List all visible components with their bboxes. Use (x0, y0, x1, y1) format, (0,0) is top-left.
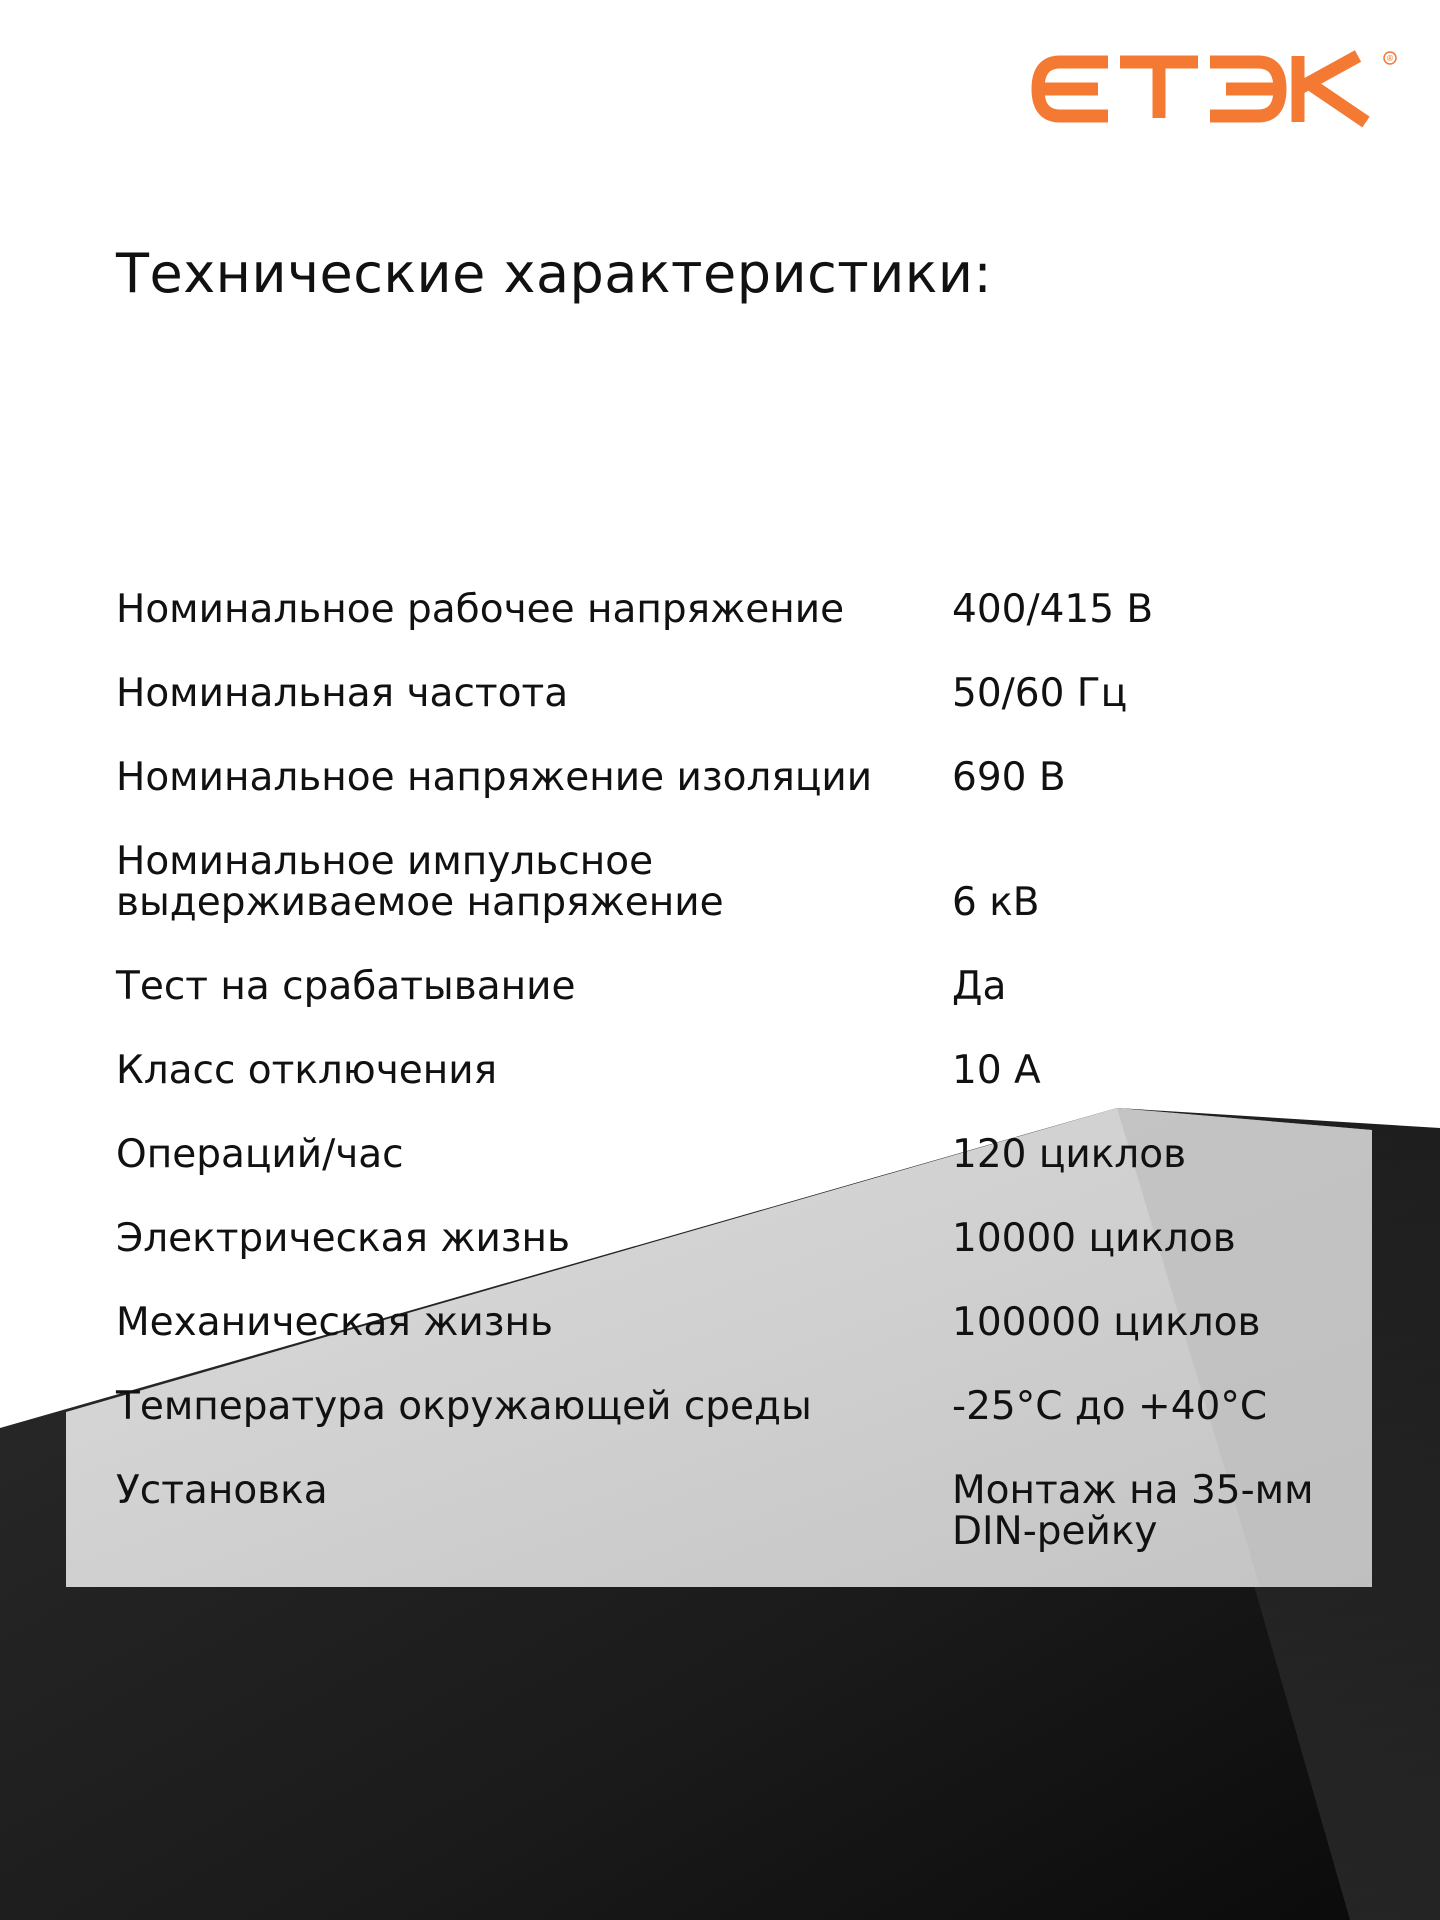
spec-label-line: Установка (116, 1468, 328, 1513)
spec-row (116, 1050, 1346, 1091)
spec-value (952, 673, 1346, 714)
spec-label (116, 1134, 952, 1175)
spec-value-line: 100000 циклов (952, 1300, 1261, 1345)
spec-value-line: -25°C до +40°C (952, 1384, 1268, 1429)
spec-label (116, 757, 952, 798)
spec-label (116, 1218, 952, 1259)
spec-row (116, 1134, 1346, 1175)
spec-label (116, 589, 952, 630)
spec-value (952, 589, 1346, 630)
spec-value (952, 1386, 1346, 1427)
spec-value (952, 1218, 1346, 1259)
spec-value (952, 1134, 1346, 1175)
spec-value-line: 690 В (952, 755, 1066, 800)
spec-value-line: 10000 циклов (952, 1216, 1236, 1261)
spec-label (116, 841, 952, 923)
spec-row (116, 841, 1346, 923)
spec-label-line: Номинальная частота (116, 671, 569, 716)
spec-value-line: DIN-рейку (952, 1509, 1158, 1554)
spec-label-line: Операций/час (116, 1132, 404, 1177)
spec-row (116, 673, 1346, 714)
spec-value-line: 10 А (952, 1048, 1041, 1093)
spec-label-line: Номинальное напряжение изоляции (116, 755, 873, 800)
spec-row (116, 1386, 1346, 1427)
spec-value (952, 1470, 1346, 1552)
spec-value-line: 50/60 Гц (952, 671, 1128, 716)
spec-label-line: Электрическая жизнь (116, 1216, 571, 1261)
spec-label (116, 1470, 952, 1511)
spec-value-line: Да (952, 964, 1007, 1009)
spec-value-line: 400/415 В (952, 587, 1154, 632)
spec-label (116, 966, 952, 1007)
spec-value-line: Монтаж на 35-мм (952, 1468, 1314, 1513)
spec-label (116, 1386, 952, 1427)
spec-value-line: 120 циклов (952, 1132, 1187, 1177)
spec-label-line: выдерживаемое напряжение (116, 880, 724, 925)
etek-logo (1030, 48, 1400, 130)
spec-row (116, 757, 1346, 798)
spec-value (952, 966, 1346, 1007)
spec-value (952, 1302, 1346, 1343)
spec-value (952, 882, 1346, 923)
spec-row (116, 966, 1346, 1007)
spec-label-line: Номинальное импульсное (116, 839, 654, 884)
spec-row (116, 1302, 1346, 1343)
spec-row (116, 589, 1346, 630)
page-title: Технические характеристики: (116, 242, 993, 305)
spec-value (952, 757, 1346, 798)
spec-row (116, 1470, 1346, 1552)
spec-label-line: Механическая жизнь (116, 1300, 553, 1345)
spec-label-line: Температура окружающей среды (116, 1384, 812, 1429)
spec-value (952, 1050, 1346, 1091)
spec-label (116, 673, 952, 714)
spec-label (116, 1302, 952, 1343)
registered-mark: ® (1386, 54, 1394, 63)
spec-row (116, 1218, 1346, 1259)
spec-label (116, 1050, 952, 1091)
spec-value-line: 6 кВ (952, 880, 1040, 925)
spec-label-line: Номинальное рабочее напряжение (116, 587, 845, 632)
spec-label-line: Тест на срабатывание (116, 964, 576, 1009)
spec-label-line: Класс отключения (116, 1048, 498, 1093)
